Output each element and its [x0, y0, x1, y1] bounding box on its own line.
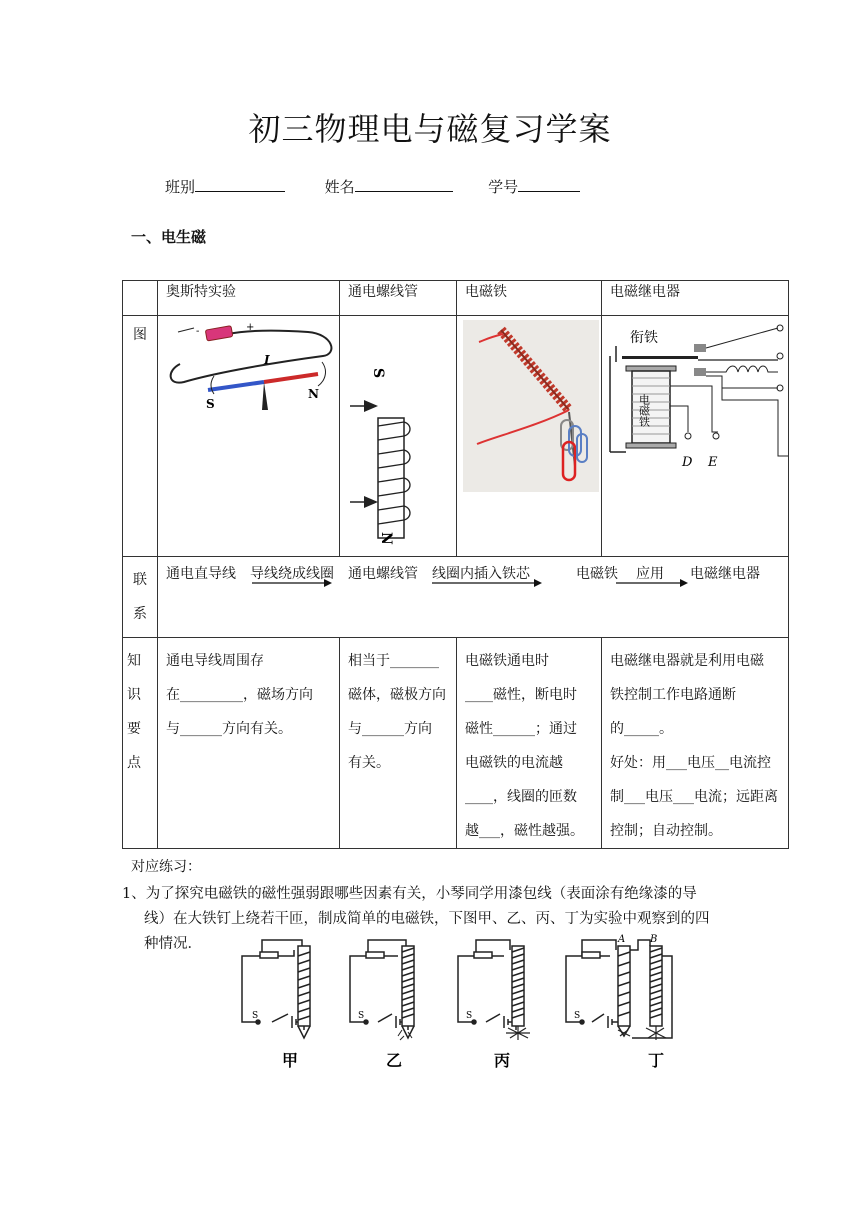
solenoid-figure-cell — [340, 316, 457, 557]
knowledge-line: 控制；自动控制。 — [610, 823, 722, 839]
knowledge-line: 的_____。 — [610, 721, 673, 737]
table-header-row — [123, 281, 789, 316]
knowledge-line: 与______方向 — [348, 721, 432, 737]
oersted-n-label: N — [308, 387, 319, 401]
class-label: 班别 — [165, 178, 196, 196]
row-label: 图 — [123, 316, 158, 557]
corner-cell — [123, 281, 158, 316]
id-blank[interactable] — [518, 177, 580, 192]
knowledge-cell — [457, 638, 602, 849]
link-item: 线圈内插入铁芯 — [432, 566, 530, 582]
oersted-experiment-figure — [158, 316, 338, 552]
knowledge-line: ____磁性，断电时 — [465, 687, 577, 703]
arrow-icon — [616, 577, 690, 589]
name-label: 姓名 — [324, 178, 355, 196]
nail-a-label: A — [618, 934, 626, 945]
col-header: 电磁铁 — [457, 281, 602, 316]
knowledge-line: 电磁继电器就是利用电磁 — [610, 653, 764, 669]
oersted-figure-cell — [158, 316, 340, 557]
link-item: 导线绕成线圈 — [250, 566, 334, 582]
knowledge-line: ____，线圈的匝数 — [465, 789, 577, 805]
nail-b-label: B — [650, 934, 658, 945]
link-item: 电磁继电器 — [690, 566, 760, 582]
relay-figure — [602, 316, 788, 552]
class-blank[interactable] — [195, 177, 285, 192]
switch-label: S — [574, 1011, 581, 1021]
student-info — [165, 176, 580, 197]
col-header: 奥斯特实验 — [158, 281, 340, 316]
svg-text:-: - — [196, 326, 200, 337]
knowledge-line: 磁体，磁极方向 — [348, 687, 446, 703]
knowledge-line: 通电导线周围存 — [166, 653, 264, 669]
figure-label: 乙 — [386, 1051, 403, 1070]
row-label — [123, 638, 158, 849]
figure-label: 丙 — [494, 1051, 511, 1070]
question-line: 1、为了探究电磁铁的磁性强弱跟哪些因素有关，小琴同学用漆包线（表面涂有绝缘漆的导 — [122, 886, 697, 902]
link-row — [123, 557, 789, 638]
knowledge-line: 在_________，磁场方向 — [166, 687, 313, 703]
name-blank[interactable] — [355, 177, 453, 192]
knowledge-cell — [602, 638, 789, 849]
circuit-ding — [566, 940, 672, 1038]
id-label: 学号 — [488, 178, 519, 196]
knowledge-line: 制___电压___电流；远距离 — [610, 789, 778, 805]
armature-label: 衔铁 — [630, 330, 658, 346]
oersted-s-label: S — [206, 397, 215, 411]
circuit-jia — [242, 940, 310, 1038]
knowledge-line: 与______方向有关。 — [166, 721, 292, 737]
electromagnet-figure-cell — [457, 316, 602, 557]
link-item: 通电直导线 — [166, 566, 236, 582]
switch-label: S — [252, 1011, 259, 1021]
row-label: 联系 — [123, 557, 158, 638]
figure-label: 丁 — [648, 1051, 665, 1070]
core-label: 电磁铁 — [637, 394, 651, 427]
figure-row — [123, 316, 789, 557]
svg-text:+: + — [246, 322, 255, 333]
knowledge-line: 电磁铁的电流越 — [465, 755, 563, 771]
solenoid-n-label: N — [378, 532, 394, 545]
link-item: 通电螺线管 — [348, 566, 418, 582]
arrow-icon — [252, 577, 334, 589]
figure-label: 甲 — [282, 1051, 299, 1070]
knowledge-line: 电磁铁通电时 — [465, 653, 549, 669]
col-header: 通电螺线管 — [340, 281, 457, 316]
practice-heading: 对应练习： — [131, 859, 201, 875]
knowledge-row — [123, 638, 789, 849]
knowledge-line: 磁性______；通过 — [465, 721, 577, 737]
relay-figure-cell — [602, 316, 789, 557]
circuit-yi — [350, 940, 414, 1038]
knowledge-cell — [340, 638, 457, 849]
question-line: 线）在大铁钉上绕若干匝，制成简单的电磁铁，下图甲、乙、丙、丁为实验中观察到的四 — [144, 911, 710, 927]
link-item: 应用 — [636, 566, 664, 582]
link-chain-cell — [158, 557, 789, 638]
knowledge-line: 越___，磁性越强。 — [465, 823, 584, 839]
link-item: 电磁铁 — [576, 566, 618, 582]
review-table — [122, 280, 789, 849]
knowledge-line: 铁控制工作电路通断 — [610, 687, 736, 703]
solenoid-figure — [340, 316, 456, 552]
arrow-icon — [432, 577, 544, 589]
knowledge-line: 好处：用___电压__电流控 — [610, 755, 771, 771]
knowledge-line: 相当于_______ — [348, 653, 439, 669]
electromagnet-figure — [457, 316, 601, 552]
electromagnet-experiment-figure — [232, 926, 688, 1076]
solenoid-s-label: S — [370, 368, 386, 379]
iron-filings — [506, 1026, 530, 1040]
page-title: 初三物理电与磁复习学案 — [248, 110, 612, 148]
switch-label: S — [358, 1011, 365, 1021]
terminal-d-label: D — [682, 455, 693, 470]
switch-label: S — [466, 1011, 473, 1021]
terminal-e-label: E — [708, 455, 718, 470]
row-label-text: 知识要点 — [127, 653, 141, 771]
question-line: 种情况． — [144, 936, 202, 952]
knowledge-cell — [158, 638, 340, 849]
knowledge-line: 有关。 — [348, 755, 390, 771]
section-heading: 一、电生磁 — [131, 228, 207, 246]
current-label: I — [264, 353, 270, 367]
col-header: 电磁继电器 — [602, 281, 789, 316]
